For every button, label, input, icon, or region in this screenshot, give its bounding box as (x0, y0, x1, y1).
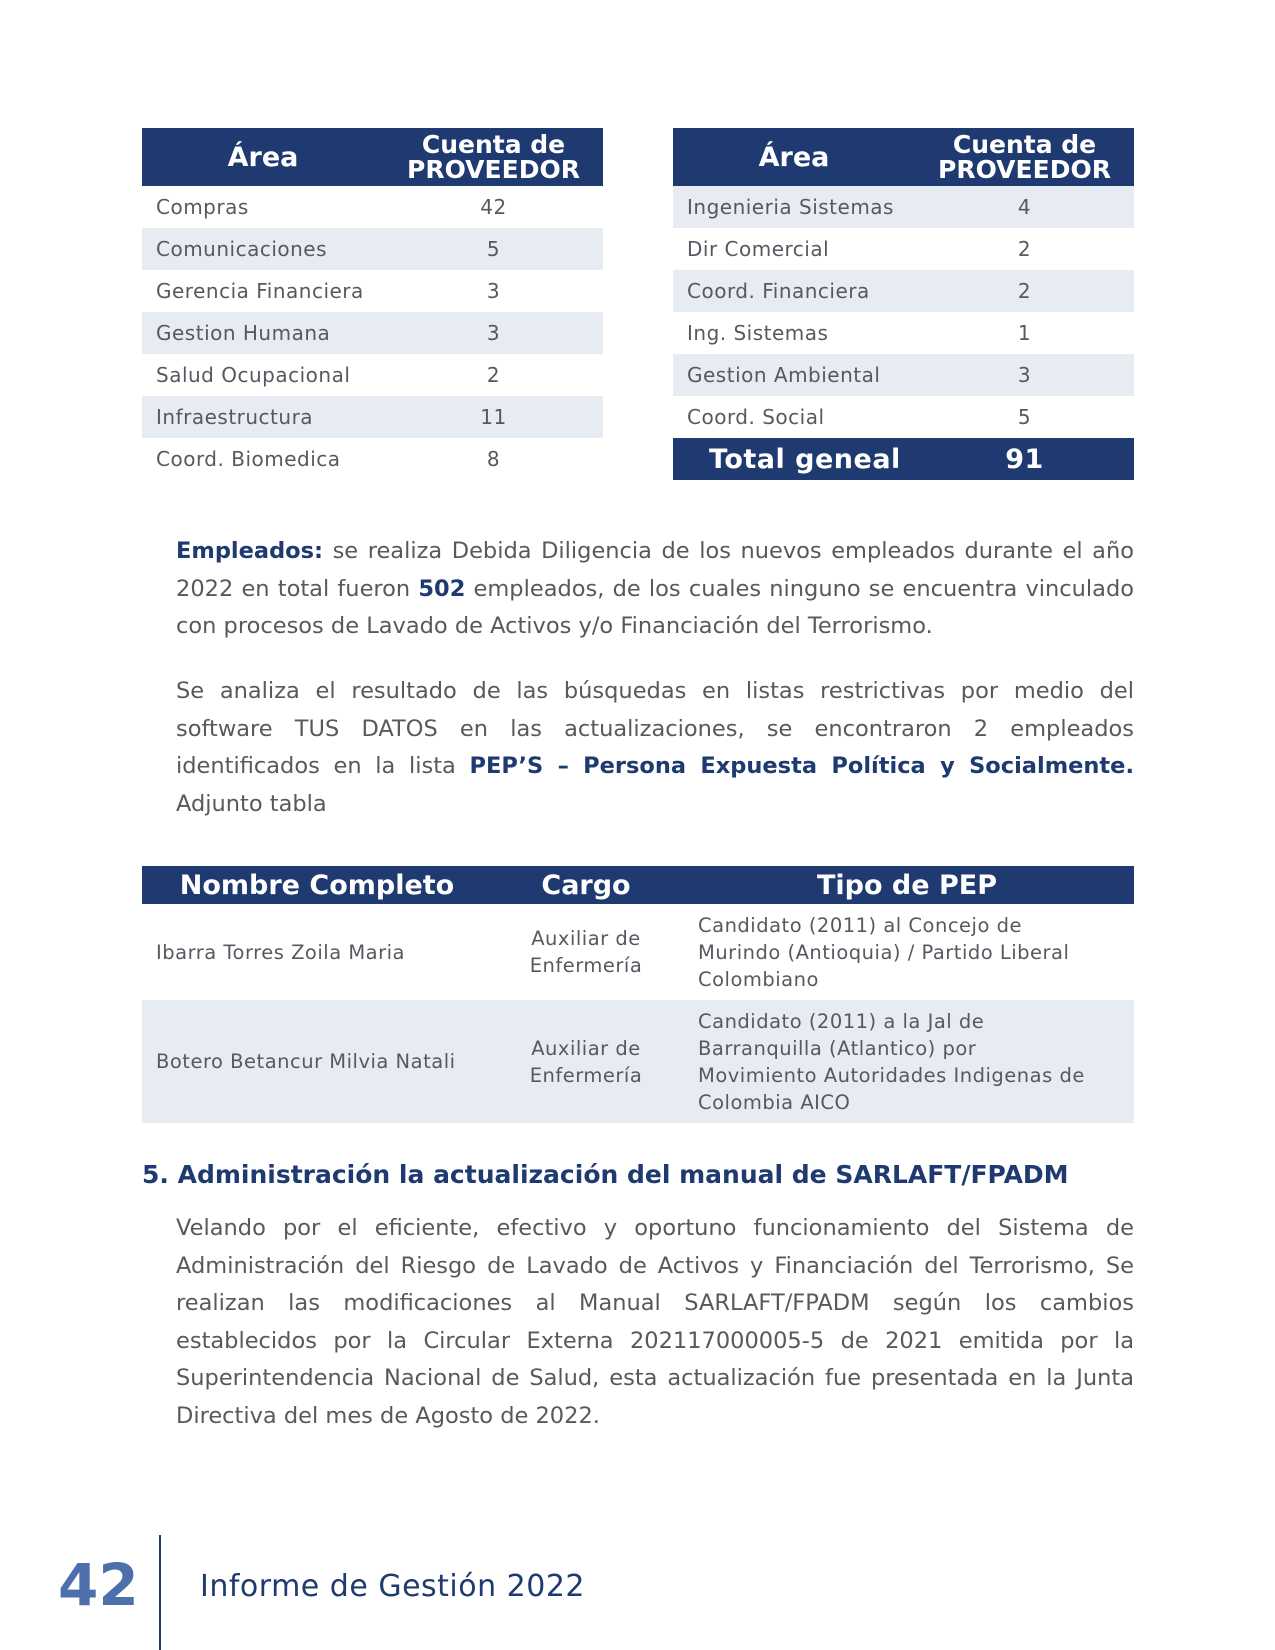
section-body: Velando por el eficiente, efectivo y oportuno funcionamiento del Sistema de Administración del Riesgo de Lavado de Activos y Financiación del Terrorismo, Se realizan las modificaciones al Manual SARLAFT/FPADM según los cambios establecidos por la Circular Externa 202117000005-5 de 2021 emitida por la Superintendencia Nacional de Salud, esta actualización fue presentada en la Junta Directiva del mes de Agosto de 2022. (176, 1215, 1134, 1429)
header-cargo: Cargo (492, 866, 680, 904)
area-cell: Comunicaciones (142, 228, 384, 270)
table-row (673, 396, 1134, 438)
employees-paragraph: Empleados: se realiza Debida Diligencia de los nuevos empleados durante el año 2022 en total fueron 502 empleados, de los cuales ninguno se encuentra vinculado con procesos de Lavado de Activos y/o Financiación del Terrorismo. (176, 538, 1134, 639)
area-cell: Gerencia Financiera (156, 279, 364, 303)
table-row (673, 354, 1134, 396)
header-cuenta: Cuenta de PROVEEDOR (915, 128, 1134, 186)
area-cell: Coord. Biomedica (156, 447, 341, 471)
table-row (673, 186, 1134, 228)
cargo-cell: Auxiliar de Enfermería (492, 1000, 680, 1123)
table-row (142, 438, 603, 480)
area-cell: Salud Ocupacional (156, 363, 351, 387)
tipo-cell: Candidato (2011) al Concejo de Murindo (Antioquia) / Partido Liberal Colombiano (698, 913, 1070, 991)
header-tipo: Tipo de PEP (680, 866, 1134, 904)
count-cell: 8 (486, 447, 501, 471)
table-row (142, 270, 603, 312)
lists-paragraph: Se analiza el resultado de las búsquedas en listas restrictivas por medio del software TUS DATOS en las actualizaciones, se encontraron 2 empleados identificados en la lista PEP’S – Persona Expuesta Política y Socialmente. Adjunto tabla (176, 678, 1134, 817)
count-cell: 3 (915, 354, 1134, 396)
table-row (142, 396, 603, 438)
provider-table-right (673, 128, 1134, 480)
table-row (142, 228, 603, 270)
header-cuenta: Cuenta de PROVEEDOR (384, 128, 603, 186)
count-cell: 2 (486, 363, 501, 387)
count-cell: 2 (915, 270, 1134, 312)
count-cell: 42 (480, 195, 507, 219)
table-row (142, 1000, 1134, 1123)
header-nombre: Nombre Completo (142, 866, 492, 904)
table-row (673, 228, 1134, 270)
name-cell: Ibarra Torres Zoila Maria (156, 940, 405, 964)
count-cell: 3 (384, 312, 603, 354)
footer-divider (159, 1535, 161, 1650)
table-row (142, 904, 1134, 1000)
area-cell: Coord. Financiera (673, 270, 915, 312)
section-heading: 5. Administración la actualización del manual de SARLAFT/FPADM (142, 1160, 1069, 1189)
footer-title: Informe de Gestión 2022 (200, 1569, 586, 1604)
area-cell: Compras (156, 195, 249, 219)
area-cell: Gestion Humana (142, 312, 384, 354)
count-cell: 1 (1017, 321, 1032, 345)
count-cell: 5 (1017, 405, 1032, 429)
page-number: 42 (58, 1551, 139, 1619)
area-cell: Infraestructura (142, 396, 384, 438)
header-area: Área (142, 128, 384, 186)
name-cell: Botero Betancur Milvia Natali (142, 1000, 492, 1123)
total-label: Total geneal (673, 438, 915, 480)
table-row (673, 312, 1134, 354)
table-row (142, 186, 603, 228)
count-cell: 4 (915, 186, 1134, 228)
table-row (142, 354, 603, 396)
tipo-cell: Candidato (2011) a la Jal de Barranquilla (Atlantico) por Movimiento Autoridades Indigenas de Colombia AICO (680, 1000, 1134, 1123)
pep-table (142, 866, 1134, 1123)
count-cell: 3 (486, 279, 501, 303)
table-row (673, 270, 1134, 312)
count-cell: 2 (1017, 237, 1032, 261)
area-cell: Ing. Sistemas (687, 321, 829, 345)
count-cell: 5 (384, 228, 603, 270)
area-cell: Dir Comercial (687, 237, 830, 261)
total-row (673, 438, 1134, 480)
cargo-cell: Auxiliar de Enfermería (529, 927, 643, 977)
area-cell: Ingenieria Sistemas (673, 186, 915, 228)
area-cell: Gestion Ambiental (673, 354, 915, 396)
count-cell: 11 (384, 396, 603, 438)
area-cell: Coord. Social (687, 405, 825, 429)
provider-table-left (142, 128, 603, 480)
total-value: 91 (915, 438, 1134, 480)
table-row (142, 312, 603, 354)
header-area: Área (673, 128, 915, 186)
